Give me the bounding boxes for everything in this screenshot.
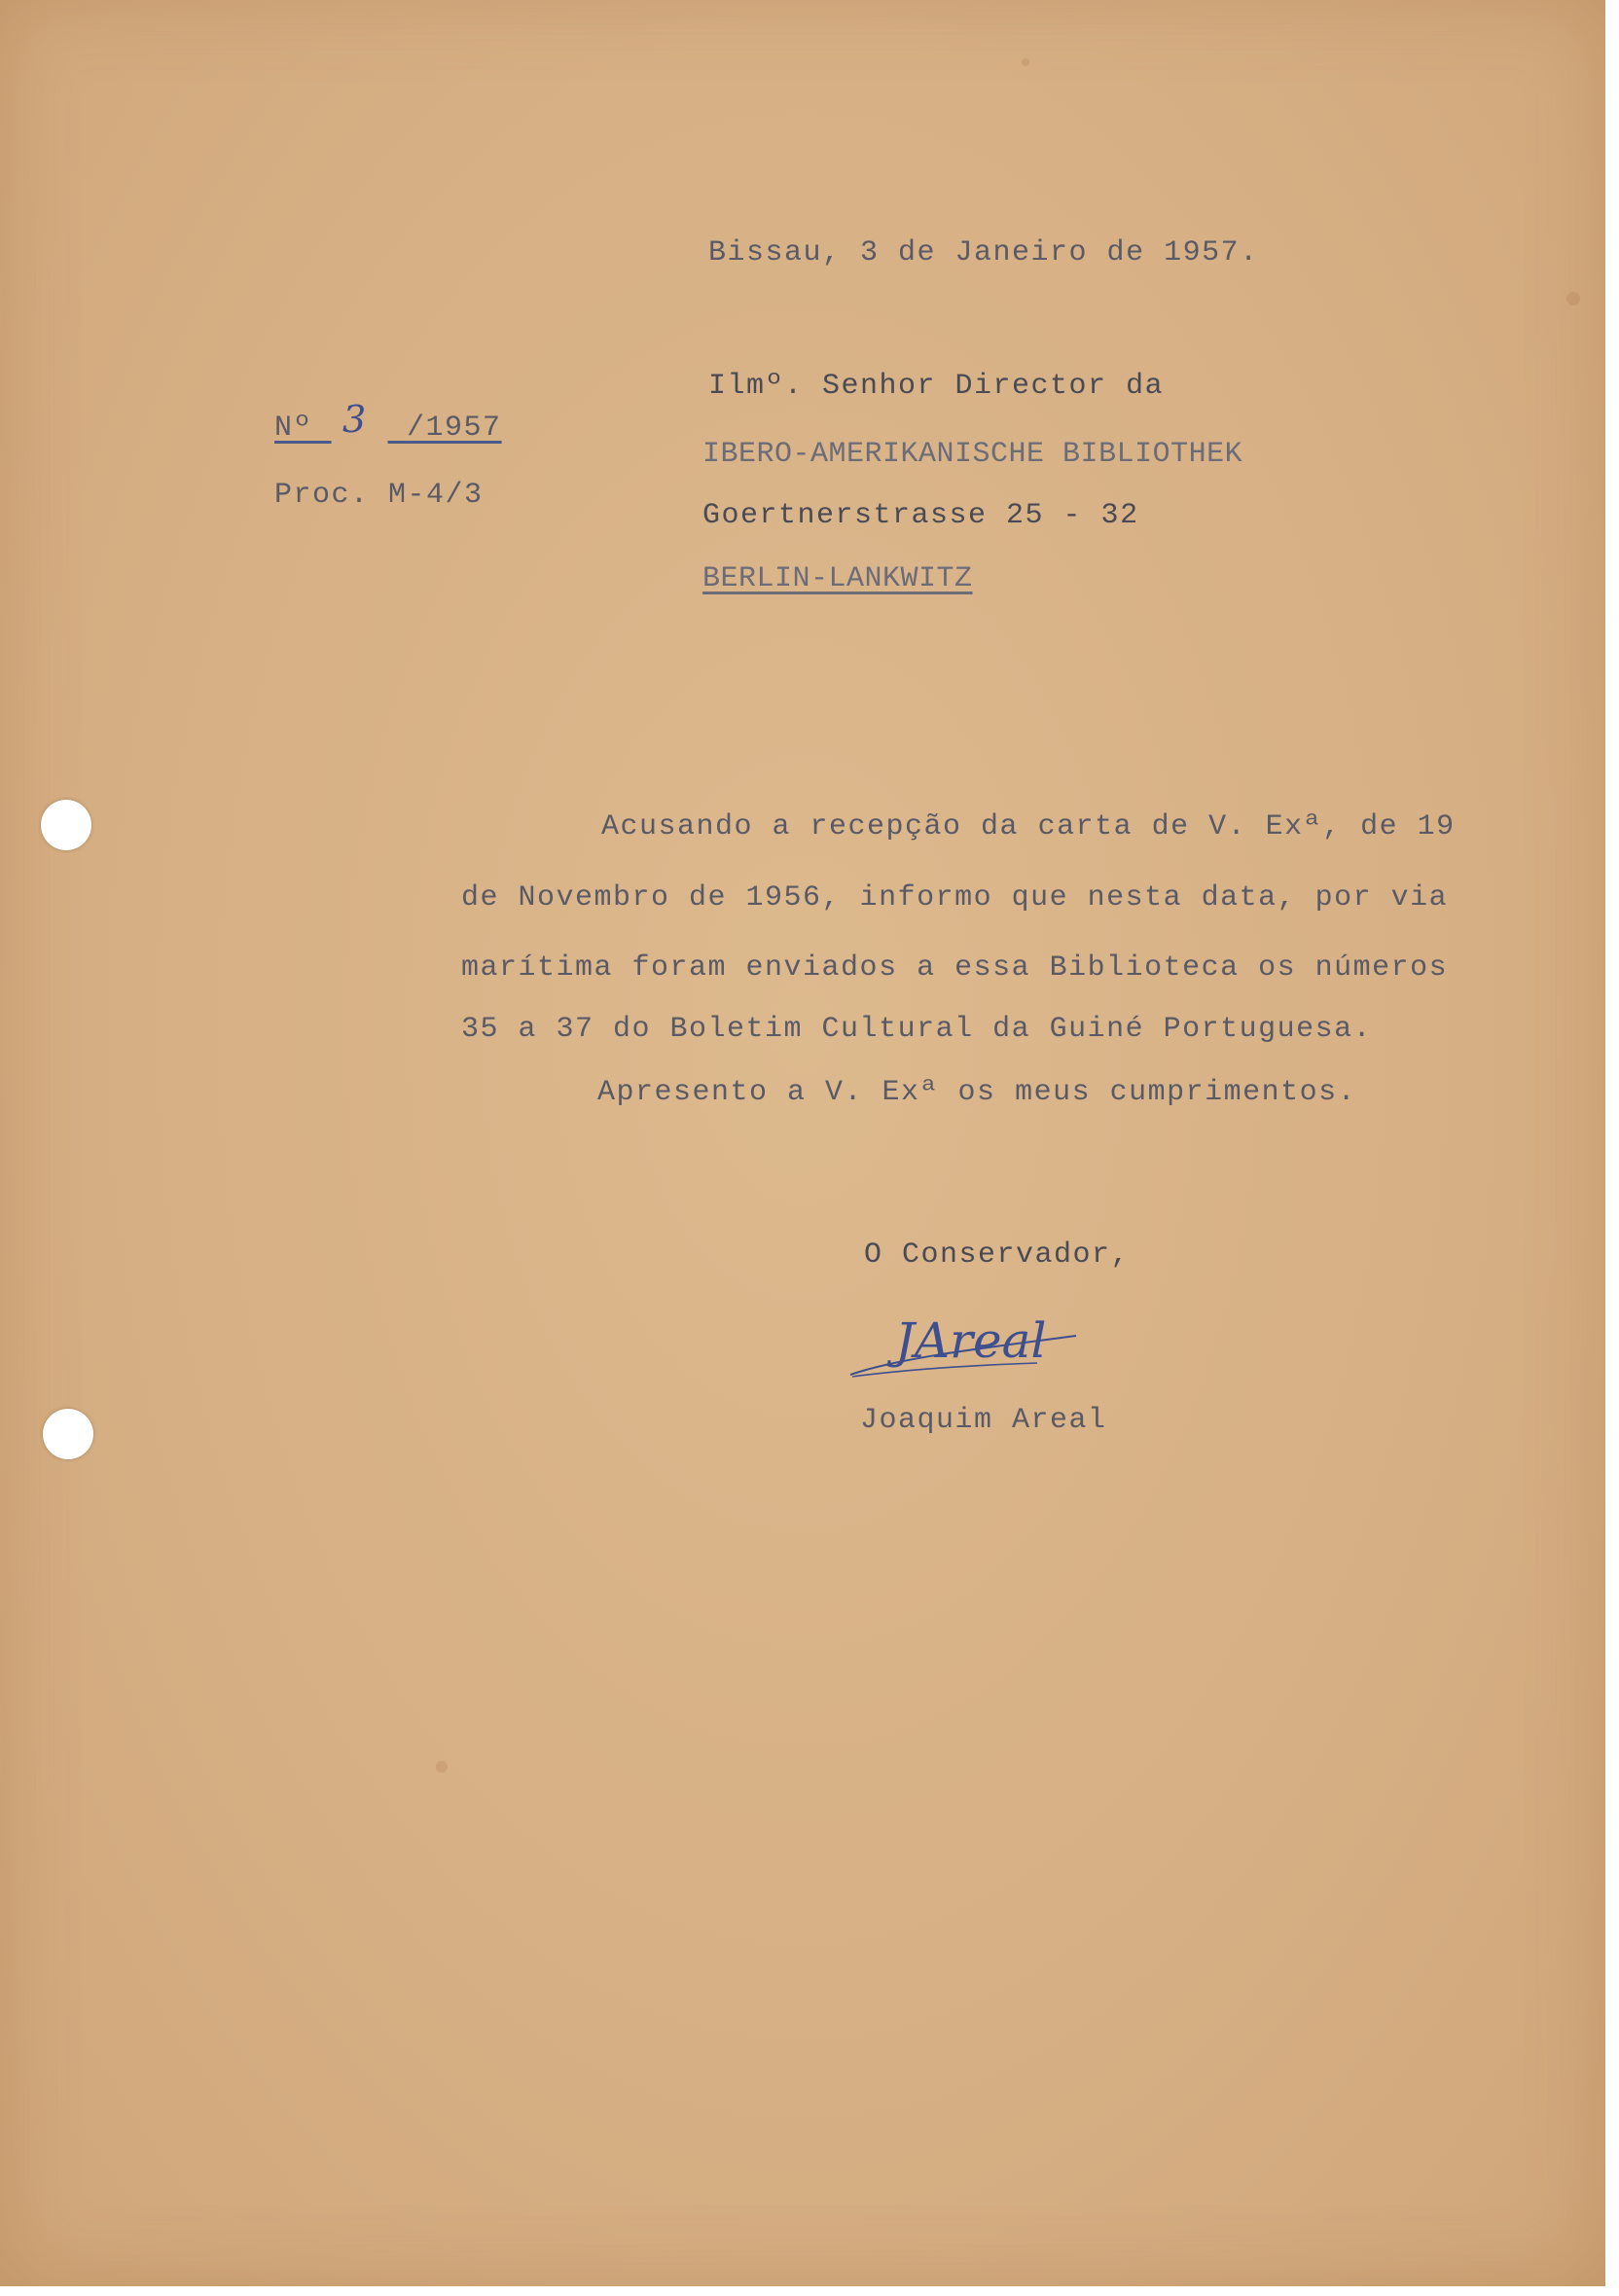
scan-border-bottom bbox=[0, 2286, 1619, 2296]
body-line-2: de Novembro de 1956, informo que nesta data, por via bbox=[461, 881, 1449, 915]
scan-border-right bbox=[1605, 0, 1619, 2296]
reference-number-prefix: Nº bbox=[274, 412, 313, 445]
reference-number bbox=[274, 413, 502, 443]
sign-off-title: O Conservador, bbox=[864, 1238, 1131, 1272]
recipient-city: BERLIN-LANKWITZ bbox=[702, 562, 973, 595]
body-closing: Apresento a V. Exª os meus cumprimentos. bbox=[597, 1076, 1357, 1109]
handwritten-signature bbox=[843, 1289, 1115, 1391]
body-line-3: marítima foram enviados a essa Biblioteca os números bbox=[461, 951, 1449, 985]
recipient-street: Goertnerstrasse 25 - 32 bbox=[702, 499, 1139, 532]
process-reference: Proc. M-4/3 bbox=[274, 479, 484, 512]
reference-handwritten-number bbox=[339, 399, 374, 440]
paper-stain bbox=[1566, 292, 1580, 305]
signatory-name: Joaquim Areal bbox=[860, 1404, 1107, 1437]
recipient-institution: IBERO-AMERIKANISCHE BIBLIOTHEK bbox=[702, 438, 1243, 471]
signature-text: JAreal bbox=[895, 1312, 1047, 1369]
reference-handwritten-digit: 3 bbox=[342, 399, 367, 440]
punch-hole-icon bbox=[43, 1409, 93, 1459]
punch-hole-icon bbox=[41, 800, 91, 850]
paper-stain bbox=[1022, 58, 1029, 66]
body-line-4: 35 a 37 do Boletim Cultural da Guiné Portuguesa. bbox=[461, 1013, 1373, 1046]
paper-stain bbox=[436, 1761, 448, 1773]
reference-number-year: /1957 bbox=[407, 412, 502, 445]
body-line-1: Acusando a recepção da carta de V. Exª, de 19 bbox=[601, 810, 1456, 843]
date-line: Bissau, 3 de Janeiro de 1957. bbox=[708, 236, 1259, 269]
recipient-salutation: Ilmº. Senhor Director da bbox=[708, 370, 1165, 403]
